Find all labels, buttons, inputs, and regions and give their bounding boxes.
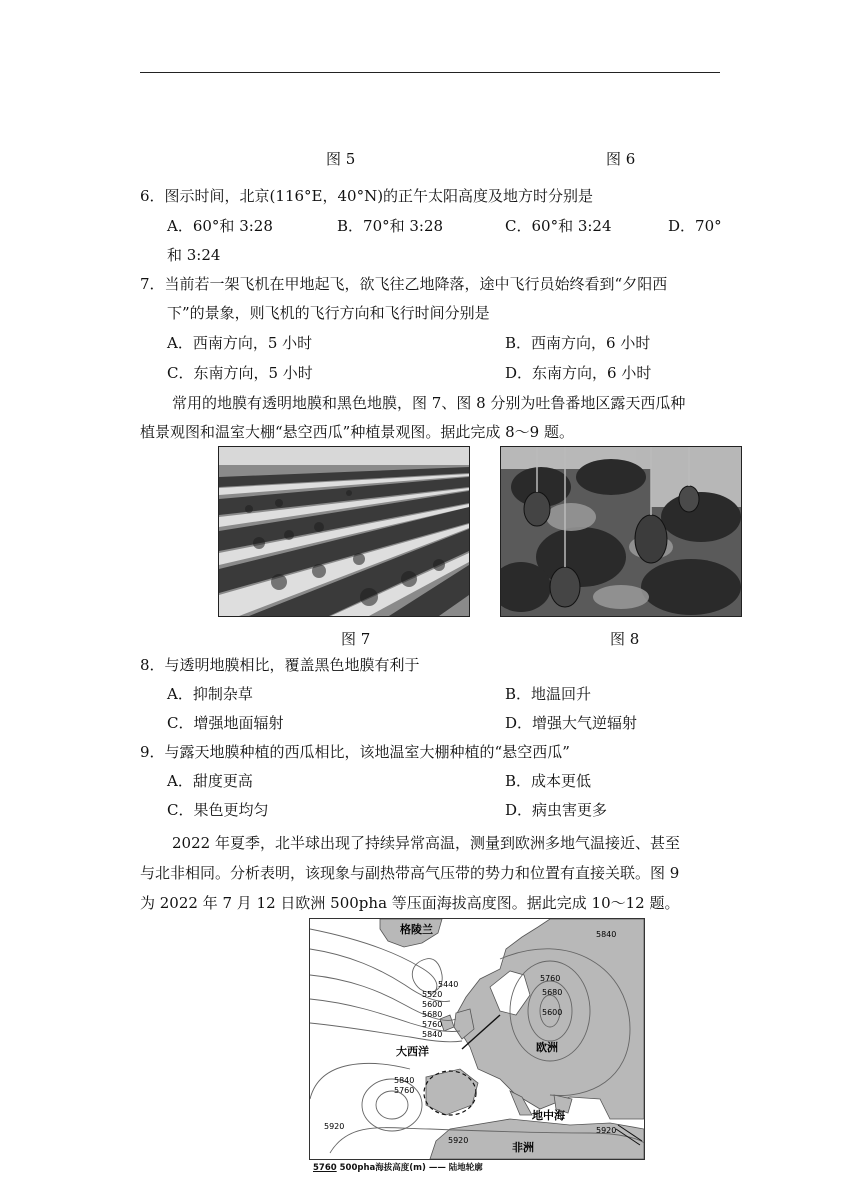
intro-10-12-line3: 为 2022 年 7 月 12 日欧洲 500pha 等压面海拔高度图。据此完成 10～12 题。 <box>140 894 680 912</box>
q8-option-c: C．增强地面辐射 <box>167 714 284 732</box>
label-europe: 欧洲 <box>536 1041 558 1054</box>
contour-label: 5840 <box>596 930 617 939</box>
fig7-caption: 图 7 <box>341 630 371 648</box>
fig6-caption: 图 6 <box>606 150 636 168</box>
fig8-caption: 图 8 <box>610 630 640 648</box>
contour-label: 5760 <box>540 974 561 983</box>
iberia <box>426 1069 478 1115</box>
intro-8-9-line2: 植景观图和温室大棚“悬空西瓜”种植景观图。据此完成 8～9 题。 <box>140 423 574 441</box>
header-rule <box>140 72 720 73</box>
contour-label: 5920 <box>448 1136 469 1145</box>
q7-stem-line2: 下”的景象，则飞机的飞行方向和飞行时间分别是 <box>167 304 490 322</box>
contour-label: 5440 <box>438 980 459 989</box>
intro-10-12-line2: 与北非相同。分析表明，该现象与副热带高气压带的势力和位置有直接关联。图 9 <box>140 864 680 882</box>
fig5-caption: 图 5 <box>326 150 356 168</box>
q8-option-b: B．地温回升 <box>505 685 592 703</box>
q7-stem-line1: 7．当前若一架飞机在甲地起飞，欲飞往乙地降落，途中飞行员始终看到“夕阳西 <box>140 275 668 293</box>
contour-label: 5760 <box>422 1020 443 1029</box>
q7-option-d: D．东南方向，6 小时 <box>505 364 652 382</box>
contour-label: 5520 <box>422 990 443 999</box>
q9-option-b: B．成本更低 <box>505 772 592 790</box>
q6-option-b: B．70°和 3:28 <box>337 217 444 235</box>
q6-option-a: A．60°和 3:28 <box>167 217 273 235</box>
contour-label: 5680 <box>422 1010 443 1019</box>
q9-stem: 9．与露天地膜种植的西瓜相比，该地温室大棚种植的“悬空西瓜” <box>140 743 570 761</box>
fig7-photo <box>218 446 470 617</box>
q7-option-c: C．东南方向，5 小时 <box>167 364 313 382</box>
fig9-map <box>309 918 645 1160</box>
contour-label: 5600 <box>542 1008 563 1017</box>
q9-option-a: A．甜度更高 <box>167 772 253 790</box>
label-atlantic: 大西洋 <box>396 1045 429 1058</box>
fig8-photo <box>500 446 742 617</box>
q6-stem: 6．图示时间，北京(116°E，40°N)的正午太阳高度及地方时分别是 <box>140 187 594 205</box>
contour-label: 5920 <box>596 1126 617 1135</box>
contour-label: 5600 <box>422 1000 443 1009</box>
q6-option-d: D．70° <box>668 217 722 235</box>
q9-option-d: D．病虫害更多 <box>505 801 608 819</box>
contour-label: 5920 <box>324 1122 345 1131</box>
contour-label: 5840 <box>422 1030 443 1039</box>
legend-value: 5760 <box>313 1163 337 1173</box>
q6-option-d-cont: 和 3:24 <box>167 246 221 264</box>
label-mediterranean: 地中海 <box>532 1109 565 1122</box>
label-africa: 非洲 <box>512 1141 534 1154</box>
q7-option-a: A．西南方向，5 小时 <box>167 334 313 352</box>
q7-option-b: B．西南方向，6 小时 <box>505 334 651 352</box>
q8-option-a: A．抑制杂草 <box>167 685 253 703</box>
label-greenland: 格陵兰 <box>400 923 433 936</box>
q6-option-c: C．60°和 3:24 <box>505 217 612 235</box>
q9-option-c: C．果色更均匀 <box>167 801 269 819</box>
intro-10-12-line1: 2022 年夏季，北半球出现了持续异常高温，测量到欧洲多地气温接近、甚至 <box>172 834 680 852</box>
legend-text: 500pha海拔高度(m) —— 陆地轮廓 <box>339 1163 483 1173</box>
q8-stem: 8．与透明地膜相比，覆盖黑色地膜有利于 <box>140 656 420 674</box>
map-legend <box>313 1161 483 1173</box>
contour-label: 5840 <box>394 1076 415 1085</box>
contour-label: 5680 <box>542 988 563 997</box>
intro-8-9-line1: 常用的地膜有透明地膜和黑色地膜，图 7、图 8 分别为吐鲁番地区露天西瓜种 <box>172 394 686 412</box>
contour-label: 5760 <box>394 1086 415 1095</box>
q8-option-d: D．增强大气逆辐射 <box>505 714 638 732</box>
